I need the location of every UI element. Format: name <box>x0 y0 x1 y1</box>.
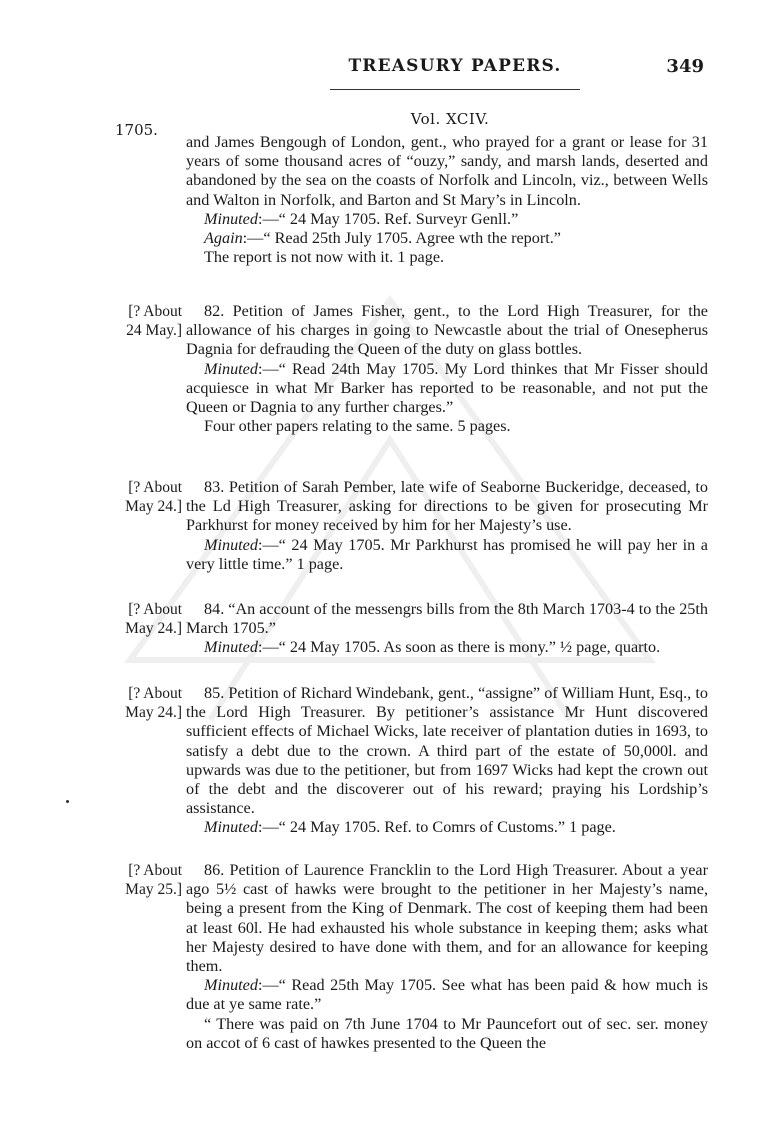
date-line: May 24.] <box>125 704 182 721</box>
continuation-block <box>186 133 708 267</box>
entry-82 <box>186 302 708 436</box>
page-number: 349 <box>666 56 704 77</box>
entry-84-date <box>100 600 182 638</box>
minuted-label: Minuted <box>204 359 258 378</box>
entry-text: 85. Petition of Richard Windebank, gent., “assigne” of William Hunt, Esq., to the Lord High Treasurer. By petitioner’s assistance Mr Hunt discovered sufficient effects of Michael Wicks, late receiver of plantation duties in 1693, to satisfy a debt due to the crown. A third part of the estate of 50,000l. and upwards was due to the petitioner, but from 1697 Wicks had kept the crown out of the debt and the discoverer out of his reward; praying his Lordship’s assistance. <box>186 684 708 818</box>
entry-85 <box>186 684 708 838</box>
entry-minuted <box>186 818 708 837</box>
date-line: 24 May.] <box>126 322 182 339</box>
entry-84 <box>186 600 708 658</box>
date-line: [? About <box>128 479 182 496</box>
date-line: [? About <box>128 862 182 879</box>
minuted-label: Minuted <box>204 818 258 837</box>
entry-82-date <box>100 302 182 340</box>
year-marginal: 1705. <box>115 121 158 139</box>
continuation-minuted <box>186 210 708 229</box>
minuted-label: Minuted <box>204 535 258 554</box>
date-line: [? About <box>128 303 182 320</box>
minuted-text: :—“ 24 May 1705. Ref. to Comrs of Customs.” 1 page. <box>257 818 616 837</box>
entry-85-date <box>100 684 182 722</box>
minuted-text: :—“ Read 25th May 1705. See what has been paid & how much is due at ye same rate.” <box>186 976 708 1014</box>
entry-text: 84. “An account of the messengrs bills from the 8th March 1703-4 to the 25th March 1705.” <box>186 600 708 638</box>
again-label: Again <box>204 229 243 248</box>
ink-speck <box>66 800 69 803</box>
entry-text: 83. Petition of Sarah Pember, late wife of Seaborne Buckeridge, deceased, to the Ld High Treasurer, asking for directions to be given for prosecuting Mr Parkhurst for money received by him for her Majesty’s use. <box>186 478 708 535</box>
minuted-label: Minuted <box>204 976 258 995</box>
entry-text: 82. Petition of James Fisher, gent., to the Lord High Treasurer, for the allowance of his charges in going to Newcastle about the trial of Onesepherus Dagnia for defrauding the Queen of the duty on glass bottles. <box>186 302 708 359</box>
date-line: May 25.] <box>125 881 182 898</box>
entry-minuted <box>186 976 708 1014</box>
entry-minuted <box>186 638 708 657</box>
minuted-text: :—“ Read 24th May 1705. My Lord thinkes that Mr Fisser should acquiesce in what Mr Barker has reported to be reasonable, and not put the Queen or Dagnia to any further charges.” <box>186 359 708 417</box>
minuted-label: Minuted <box>204 638 258 657</box>
header-rule <box>330 89 580 90</box>
continuation-text: and James Bengough of London, gent., who prayed for a grant or lease for 31 years of some thousand acres of “ouzy,” sandy, and marsh lands, deserted and abandoned by the sea on the coasts of Norfolk and Lincoln, viz., between Wells and Walton in Norfolk, and Barton and St Mary’s in Lincoln. <box>186 133 708 209</box>
minuted-text: :—“ 24 May 1705. Ref. Surveyr Genll.” <box>257 209 519 228</box>
entry-minuted <box>186 536 708 574</box>
minuted-text: :—“ 24 May 1705. Mr Parkhurst has promised he will pay her in a very little time.” 1 page. <box>186 535 708 573</box>
continuation-closing: The report is not now with it. 1 page. <box>204 248 445 267</box>
entry-86-date <box>100 861 182 899</box>
minuted-text: :—“ 24 May 1705. As soon as there is mony.” ½ page, quarto. <box>257 638 661 657</box>
date-line: May 24.] <box>125 620 182 637</box>
date-line: [? About <box>128 601 182 618</box>
entry-83 <box>186 478 708 574</box>
date-line: May 24.] <box>125 498 182 515</box>
entry-closing: “ There was paid on 7th June 1704 to Mr Pauncefort out of sec. ser. money on accot of 6 cast of hawkes presented to the Queen the <box>186 1014 708 1052</box>
entry-closing: Four other papers relating to the same. 5 pages. <box>204 417 511 436</box>
volume-heading: Vol. XCIV. <box>410 110 490 128</box>
entry-minuted <box>186 360 708 418</box>
minuted-label: Minuted <box>204 209 258 228</box>
entry-text: 86. Petition of Laurence Francklin to the Lord High Treasurer. About a year ago 5½ cast of hawks were brought to the petitioner in her Majesty’s name, being a present from the King of Denmark. The cost of keeping them had been at least 60l. He had exhausted his whole substance in keeping them; asks what her Majesty desired to have done with them, and for an allowance for keeping them. <box>186 861 708 976</box>
date-line: [? About <box>128 685 182 702</box>
running-title: TREASURY PAPERS. <box>348 56 562 76</box>
continuation-again <box>186 229 708 248</box>
again-text: :—“ Read 25th July 1705. Agree wth the report.” <box>242 229 561 248</box>
entry-86 <box>186 861 708 1053</box>
entry-83-date <box>100 478 182 516</box>
